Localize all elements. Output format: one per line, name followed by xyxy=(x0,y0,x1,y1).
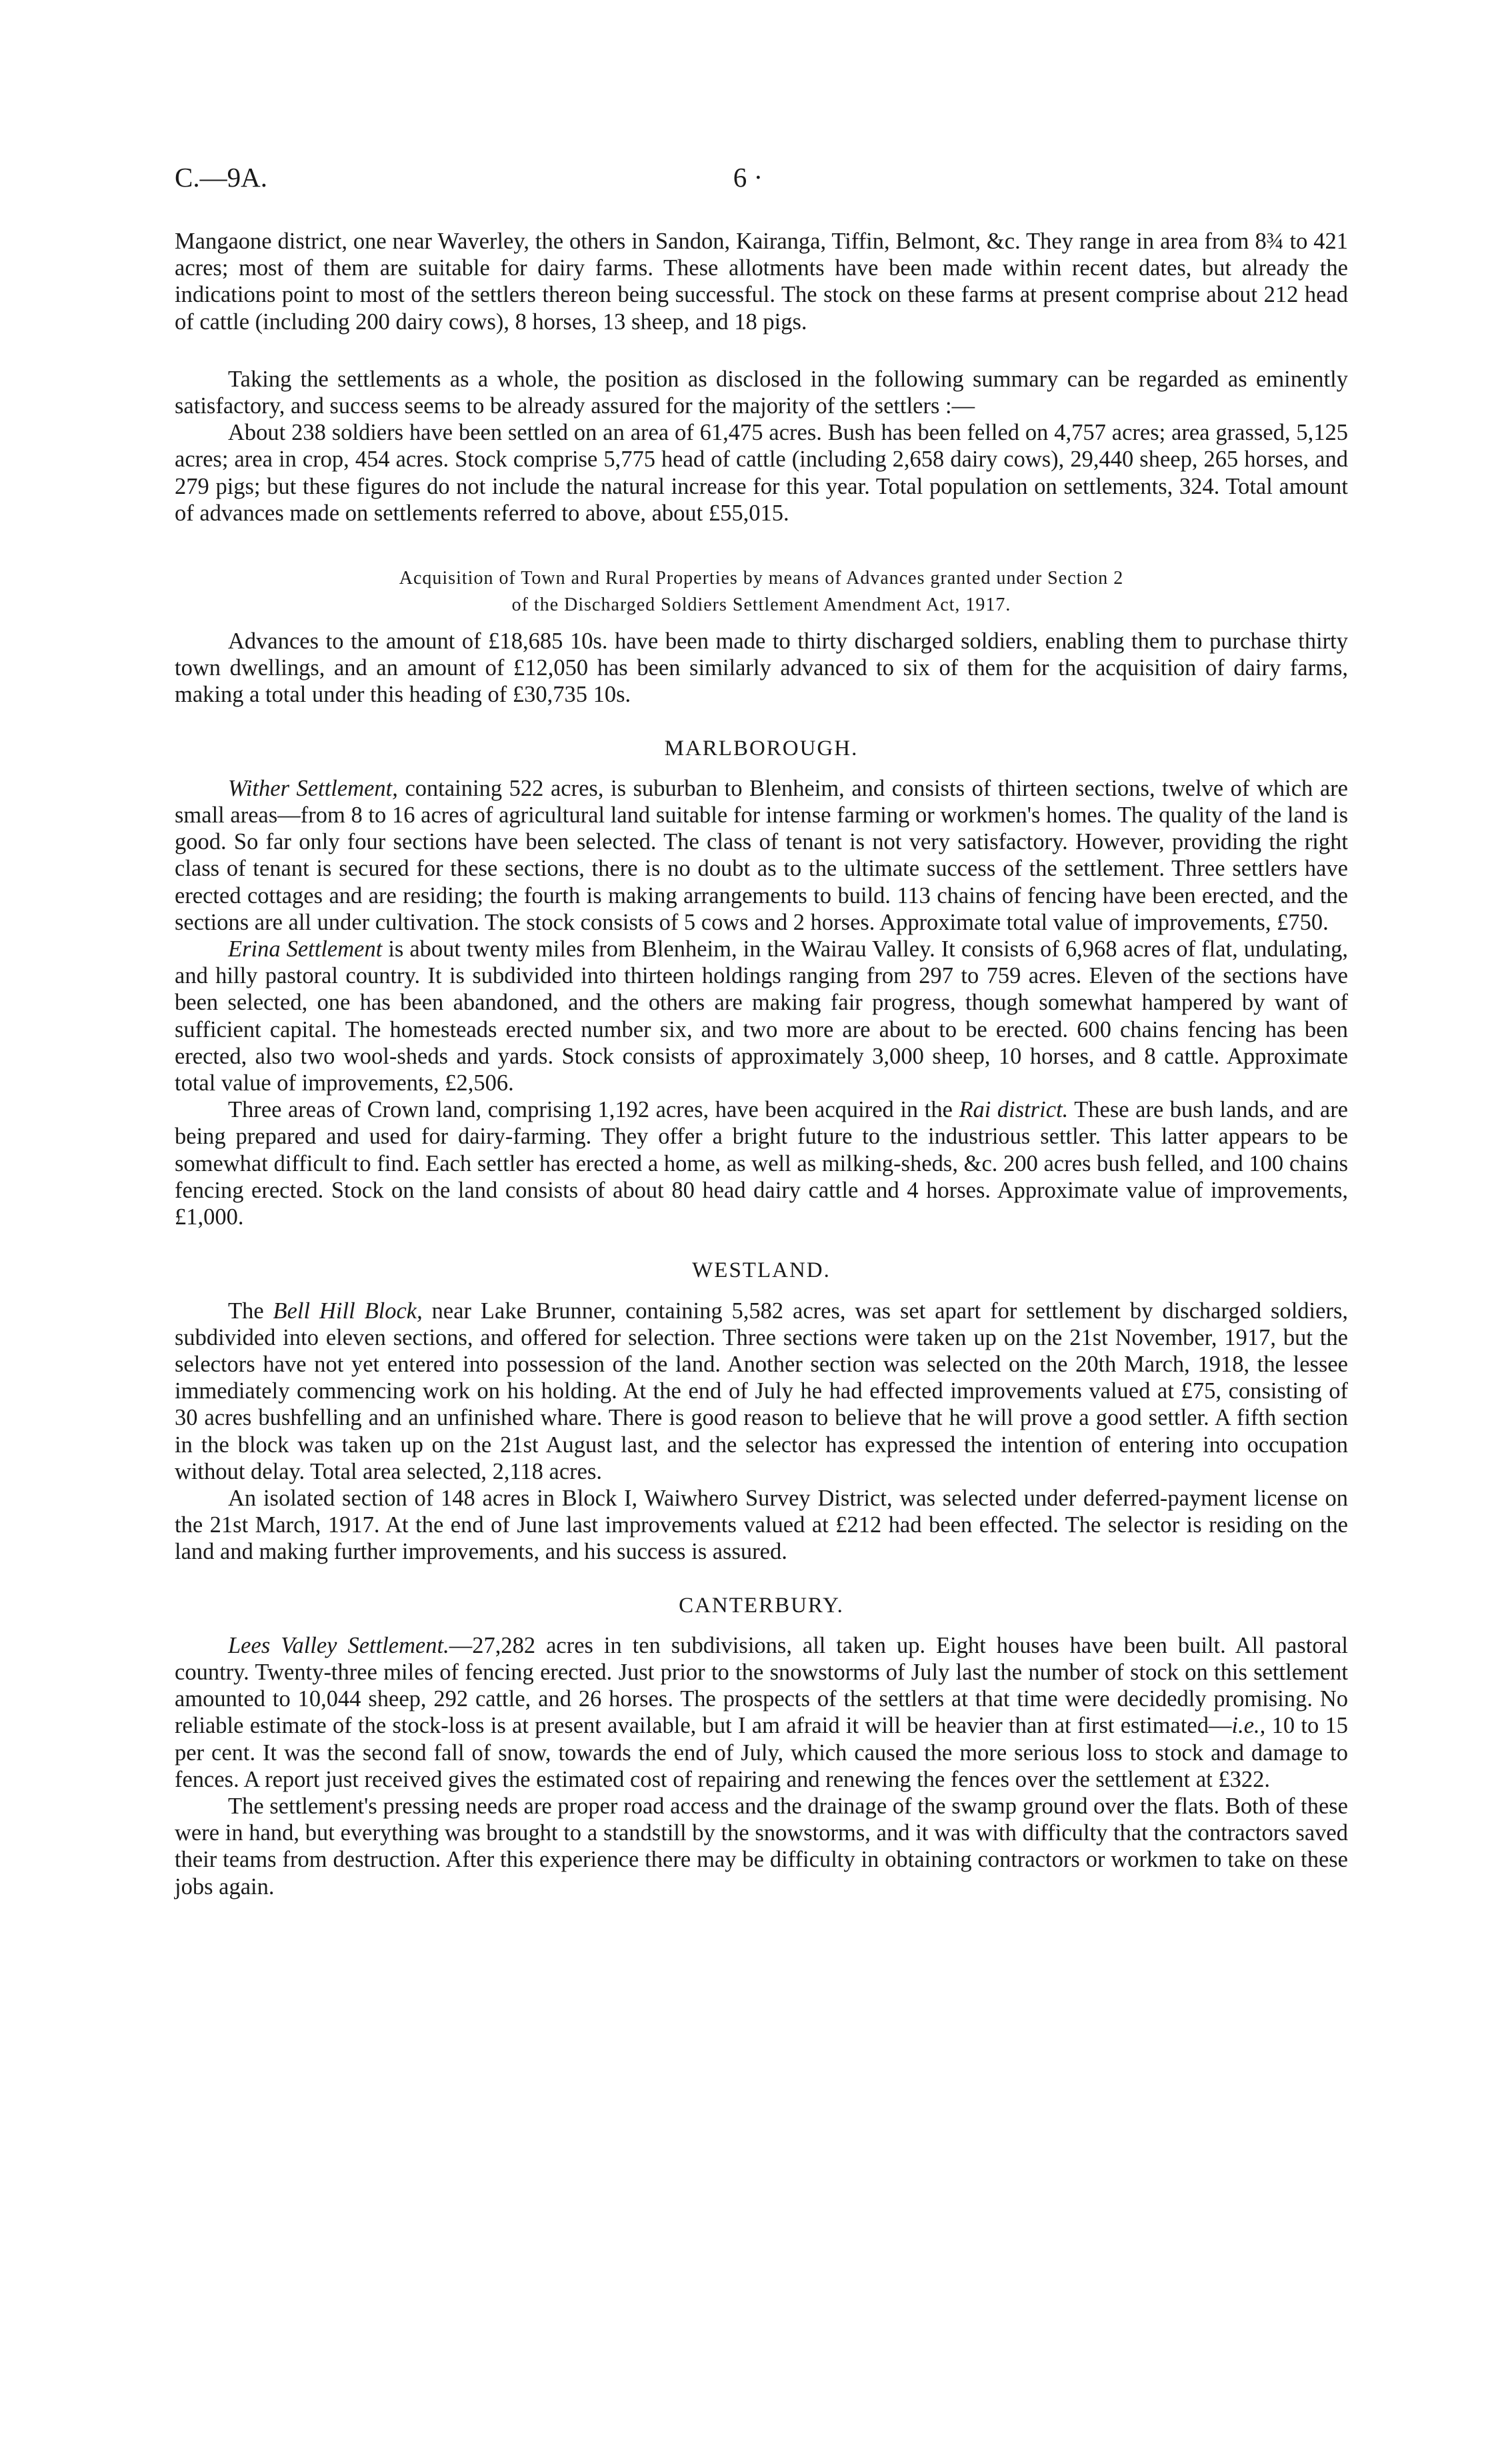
rai-district-name: Rai district. xyxy=(959,1097,1069,1123)
wither-settlement-name: Wither Settlement, xyxy=(228,775,398,801)
paragraph-mangaone: Mangaone district, one near Waverley, the others in Sandon, Kairanga, Tiffin, Belmont, &c. They range in area from 8¾ to 421 acres; most of them are suitable for dairy farms. These allotments have been made within recent dates, but already the indications point to most of the settlers thereon being successful. The stock on these farms at present comprise about 212 head of cattle (including 200 dairy cows), 8 horses, 13 sheep, and 18 pigs. xyxy=(175,229,1348,335)
lees-valley-text-a: —27,282 acres in ten subdivisions, all taken up. Eight houses have been built. All pastoral country. Twenty-three miles of fencing erected. Just prior to the snowstorms of July last the number of stock on this settlement amounted to 10,044 sheep, 292 cattle, and 26 horses. The prospects of the settlers at that time were decidedly promising. No reliable estimate of the stock-loss is at present available, but I am afraid it will be heavier than at first estimated— xyxy=(175,1632,1348,1739)
section-title-acquisition xyxy=(175,565,1348,618)
lees-valley-name: Lees Valley Settlement. xyxy=(228,1632,449,1658)
paragraph-advances: Advances to the amount of £18,685 10s. have been made to thirty discharged soldiers, enabling them to purchase thirty town dwellings, and an amount of £12,050 has been similarly advanced to six of them for the acquisition of dairy farms, making a total under this heading of £30,735 10s. xyxy=(175,628,1348,708)
erina-settlement-name: Erina Settlement xyxy=(228,936,383,962)
paragraph-summary-intro: Taking the settlements as a whole, the position as disclosed in the following summary can be regarded as eminently satisfactory, and success seems to be already assured for the majority of the settlers :— xyxy=(175,366,1348,419)
paragraph-bell-hill-block xyxy=(175,1298,1348,1485)
section-title-acquisition-line1: Acquisition of Town and Rural Properties by means of Advances granted under Section 2 xyxy=(399,568,1124,589)
erina-settlement-text: is about twenty miles from Blenheim, in the Wairau Valley. It consists of 6,968 acres of flat, undulating, and hilly pastoral country. It is subdivided into thirteen holdings ranging from 297 to 759 acres. Eleven of the sections have been selected, one has been abandoned, and the others are making fair progress, though somewhat hampered by want of sufficient capital. The homesteads erected number six, and two more are about to be erected. 600 chains fencing has been erected, also two wool-sheds and yards. Stock consists of approximately 3,000 sheep, 10 horses, and 8 cattle. Approximate total value of improvements, £2,506. xyxy=(175,936,1348,1096)
rai-district-text-a: Three areas of Crown land, comprising 1,192 acres, have been acquired in the xyxy=(228,1097,959,1123)
lees-valley-ie: i.e., xyxy=(1231,1713,1266,1739)
bell-hill-text-b: near Lake Brunner, containing 5,582 acres, was set apart for settlement by discharged soldiers, subdivided into eleven sections, and offered for selection. Three sections were taken up on the 21st November, 1917, but the selectors have not yet entered into possession of the land. Another section was selected on the 20th March, 1918, the lessee immediately commencing work on his holding. At the end of July he had effected improvements valued at £75, consisting of 30 acres bushfelling and an unfinished whare. There is good reason to believe that he will prove a good settler. A fifth section in the block was taken up on the 21st August last, and the selector has expressed the intention of entering into occupation without delay. Total area selected, 2,118 acres. xyxy=(175,1298,1348,1484)
heading-marlborough: MARLBOROUGH. xyxy=(664,736,859,760)
document-body xyxy=(175,228,1348,1900)
bell-hill-block-name: Bell Hill Block, xyxy=(273,1298,423,1324)
rai-district-text-b: These are bush lands, and are being prepared and used for dairy-farming. They offer a bright future to the industrious settler. This latter appears to be somewhat difficult to find. Each settler has erected a home, as well as milking-sheds, &c. 200 acres bush felled, and 100 chains fencing erected. Stock on the land consists of about 80 head dairy cattle and 4 horses. Approximate value of improvements, £1,000. xyxy=(175,1097,1348,1230)
lees-valley-text-b: 10 to 15 per cent. It was the second fall of snow, towards the end of July, which caused the more serious loss to stock and damage to fences. A report just received gives the estimated cost of repairing and renewing the fences over the settlement at £322. xyxy=(175,1713,1349,1792)
page-number: 6 · xyxy=(733,162,763,193)
heading-westland: WESTLAND. xyxy=(692,1258,831,1283)
bell-hill-text-a: The xyxy=(228,1298,273,1324)
paragraph-pressing-needs: The settlement's pressing needs are proper road access and the drainage of the swamp ground over the flats. Both of these were in hand, but everything was brought to a standstill by the snowstorms, and it was with difficulty that the contractors saved their teams from destruction. After this experience there may be difficulty in obtaining contractors or workmen to take on these jobs again. xyxy=(175,1793,1348,1899)
heading-canterbury: CANTERBURY. xyxy=(679,1593,844,1618)
paragraph-rai-district xyxy=(175,1096,1348,1230)
section-title-acquisition-line2: of the Discharged Soldiers Settlement Amendment Act, 1917. xyxy=(511,595,1011,616)
paragraph-summary-figures: About 238 soldiers have been settled on an area of 61,475 acres. Bush has been felled on 4,757 acres; area grassed, 5,125 acres; area in crop, 454 acres. Stock comprise 5,775 head of cattle (including 2,658 dairy cows), 29,440 sheep, 265 horses, and 279 pigs; but these figures do not include the natural increase for this year. Total population on settlements, 324. Total amount of advances made on settlements referred to above, about £55,015. xyxy=(175,420,1348,526)
wither-settlement-text: containing 522 acres, is suburban to Blenheim, and consists of thirteen sections, twelve of which are small areas—from 8 to 16 acres of agricultural land suitable for intense farming or workmen's homes. The quality of the land is good. So far only four sections have been selected. The class of tenant is not very satisfactory. However, providing the right class of tenant is secured for these sections, there is no doubt as to the ultimate success of the settlement. Three settlers have erected cottages and are residing; the fourth is making arrangements to build. 113 chains of fencing have been erected, and the sections are all under cultivation. The stock consists of 5 cows and 2 horses. Approximate total value of improvements, £750. xyxy=(175,775,1348,935)
paragraph-lees-valley xyxy=(175,1632,1348,1793)
paragraph-wither-settlement xyxy=(175,775,1348,936)
page-header xyxy=(175,161,1321,201)
paragraph-erina-settlement xyxy=(175,936,1348,1096)
document-reference: C.—9A. xyxy=(175,162,267,193)
paragraph-waiwhero-section: An isolated section of 148 acres in Block I, Waiwhero Survey District, was selected under deferred-payment license on the 21st March, 1917. At the end of June last improvements valued at £212 had been effected. The selector is residing on the land and making further improvements, and his success is assured. xyxy=(175,1485,1348,1565)
